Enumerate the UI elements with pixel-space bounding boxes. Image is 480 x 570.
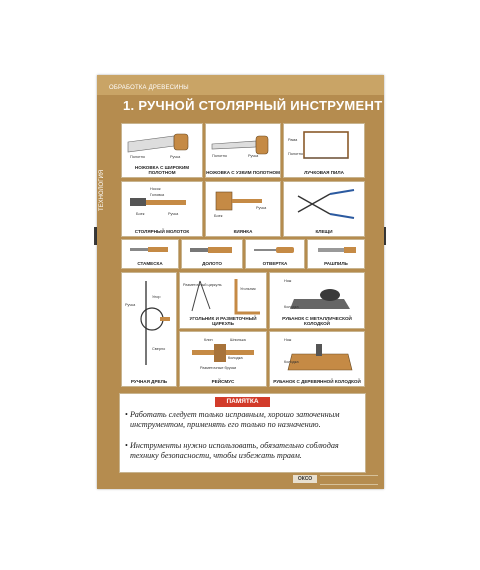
tool-metal-plane: Нож Колодка РУБАНОК С МЕТАЛЛИЧЕСКОЙ КОЛОДКОЙ	[269, 272, 365, 329]
screwdriver-icon	[246, 240, 304, 260]
tool-rasp	[307, 239, 365, 269]
tool-pincers	[283, 181, 365, 237]
square-compass-icon	[180, 273, 266, 319]
caption: РЕЙСМУС	[211, 379, 235, 384]
spine-label: ТЕХНОЛОГИЯ	[99, 169, 105, 211]
tool-bow-saw: Рама Полотно ЛУЧКОВАЯ ПИЛА	[283, 123, 365, 178]
tool-mortise-chisel	[181, 239, 243, 269]
publisher-footer	[293, 475, 378, 485]
hand-drill-icon	[122, 273, 176, 377]
caption: РУБАНОК С МЕТАЛЛИЧЕСКОЙ КОЛОДКОЙ	[282, 316, 352, 326]
tool-wooden-plane: Нож Колодка РУБАНОК С ДЕРЕВЯННОЙ КОЛОДКОЙ	[269, 331, 365, 387]
caption: ЛУЧКОВАЯ ПИЛА	[304, 170, 344, 175]
caption: УГОЛЬНИК И РАЗМЕТОЧНЫЙ ЦИРКУЛЬ	[189, 316, 257, 326]
chisel-icon	[122, 240, 178, 260]
tool-screwdriver	[245, 239, 305, 269]
poster	[97, 75, 384, 489]
caption: РАШПИЛЬ	[324, 261, 348, 266]
memo-heading: ПАМЯТКА	[215, 397, 270, 407]
memo-panel	[119, 393, 366, 473]
saw-narrow-icon	[206, 124, 280, 169]
caption: ДОЛОТО	[202, 261, 222, 266]
tool-marking-gauge: Клин Шпилька Колодка Разметочные бруски РЕЙСМУС	[179, 331, 267, 387]
tool-mallet: Боек Ручка КИЯНКА	[205, 181, 281, 237]
series-label: ОБРАБОТКА ДРЕВЕСИНЫ	[109, 85, 189, 91]
hammer-icon	[122, 182, 202, 228]
publisher-info	[320, 475, 378, 485]
tool-chisel	[121, 239, 179, 269]
rasp-icon	[308, 240, 364, 260]
bow-saw-icon	[284, 124, 364, 169]
memo-rule-2: • Инструменты нужно использовать, обязательно соблюдая технику безопасности, чтобы избежать травм.	[125, 441, 339, 460]
caption: РУБАНОК С ДЕРЕВЯННОЙ КОЛОДКОЙ	[273, 379, 361, 384]
mortise-chisel-icon	[182, 240, 242, 260]
pincers-icon	[284, 182, 364, 228]
caption: ОТВЕРТКА	[262, 261, 288, 266]
saw-wide-icon	[122, 124, 202, 169]
caption: СТОЛЯРНЫЙ МОЛОТОК	[134, 229, 190, 234]
tool-hammer: Носок Головка Ручка Боек СТОЛЯРНЫЙ МОЛОТОК	[121, 181, 203, 237]
caption: СТАМЕСКА	[137, 261, 163, 266]
tool-square-compass: Разметочный циркуль Угольник УГОЛЬНИК И РАЗМЕТОЧНЫЙ ЦИРКУЛЬ	[179, 272, 267, 329]
caption: КЛЕЩИ	[315, 229, 333, 234]
memo-rule-1: • Работать следует только исправным, хорошо заточенным инструментом, применять его только по назначению.	[125, 410, 340, 429]
caption: РУЧНАЯ ДРЕЛЬ	[130, 379, 168, 384]
mallet-icon	[206, 182, 280, 228]
caption: НОЖОВКА С УЗКИМ ПОЛОТНОМ	[206, 170, 280, 175]
marking-gauge-icon	[180, 332, 266, 378]
tool-saw-wide: Полотно Ручка НОЖОВКА С ШИРОКИМ ПОЛОТНОМ	[121, 123, 203, 178]
tool-saw-narrow: Полотно Ручка НОЖОВКА С УЗКИМ ПОЛОТНОМ	[205, 123, 281, 178]
caption: НОЖОВКА С ШИРОКИМ ПОЛОТНОМ	[134, 165, 190, 175]
poster-title: 1. РУЧНОЙ СТОЛЯРНЫЙ ИНСТРУМЕНТ	[123, 98, 383, 113]
tool-hand-drill: Ручка Упор Сверло РУЧНАЯ ДРЕЛЬ	[121, 272, 177, 387]
caption: КИЯНКА	[233, 229, 253, 234]
publisher-logo: ОКСО	[293, 475, 317, 483]
